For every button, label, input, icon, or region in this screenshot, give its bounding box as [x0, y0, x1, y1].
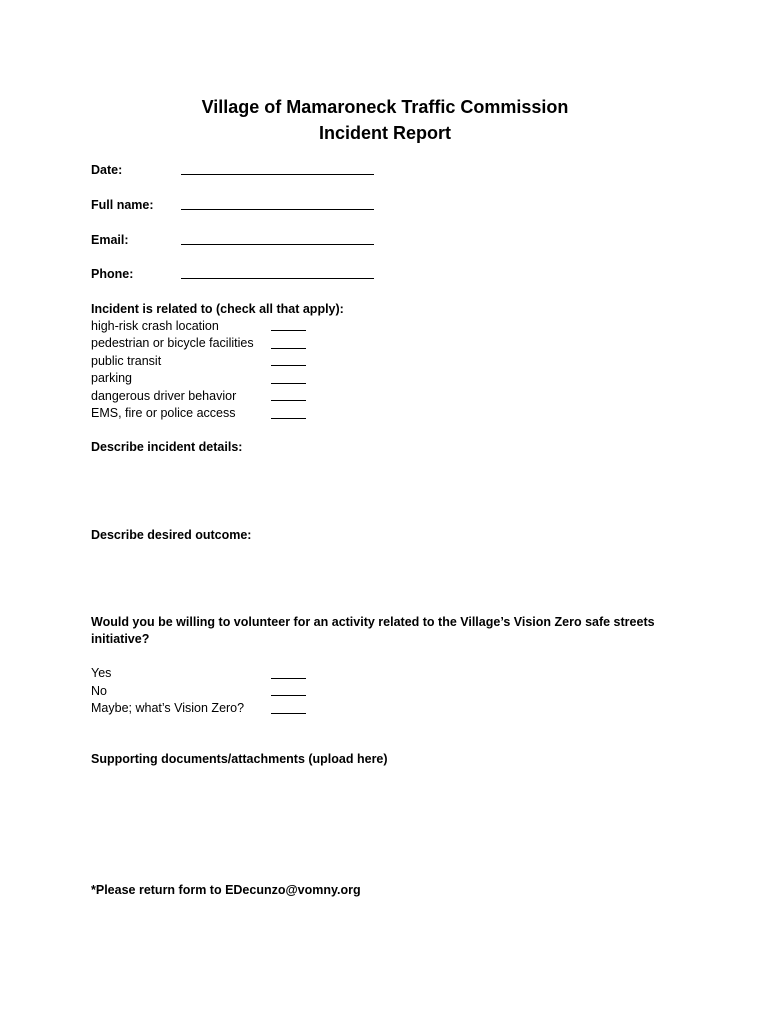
incident-option-dangerous-driver: dangerous driver behavior — [91, 389, 237, 403]
describe-outcome-area[interactable] — [91, 546, 671, 612]
incident-check-high-risk-crash[interactable] — [271, 330, 306, 331]
incident-check-pedestrian-bicycle[interactable] — [271, 348, 306, 349]
incident-option-parking: parking — [91, 371, 132, 385]
phone-field[interactable] — [181, 278, 374, 279]
volunteer-check-yes[interactable] — [271, 678, 306, 679]
incident-option-pedestrian-bicycle: pedestrian or bicycle facilities — [91, 336, 254, 350]
attachments-upload-area[interactable] — [91, 770, 671, 870]
incident-heading: Incident is related to (check all that apply): — [91, 302, 344, 316]
incident-option-high-risk-crash: high-risk crash location — [91, 319, 219, 333]
form-subtitle: Incident Report — [318, 123, 451, 143]
describe-incident-label: Describe incident details: — [91, 440, 243, 454]
date-field[interactable] — [181, 174, 374, 175]
phone-label: Phone: — [91, 267, 134, 281]
volunteer-check-maybe[interactable] — [271, 713, 306, 714]
attachments-label: Supporting documents/attachments (upload here) — [91, 752, 388, 766]
incident-option-ems-access: EMS, fire or police access — [91, 406, 236, 420]
describe-incident-area[interactable] — [91, 458, 671, 524]
incident-check-ems-access[interactable] — [271, 418, 306, 419]
full-name-field[interactable] — [181, 209, 374, 210]
volunteer-option-yes: Yes — [91, 666, 112, 680]
email-label: Email: — [91, 233, 129, 247]
describe-outcome-label: Describe desired outcome: — [91, 528, 252, 542]
volunteer-option-no: No — [91, 684, 107, 698]
incident-check-public-transit[interactable] — [271, 365, 306, 366]
return-instructions: *Please return form to EDecunzo@vomny.org — [91, 883, 361, 897]
full-name-label: Full name: — [91, 198, 154, 212]
incident-check-parking[interactable] — [271, 383, 306, 384]
form-title: Village of Mamaroneck Traffic Commission — [201, 97, 569, 117]
date-label: Date: — [91, 163, 123, 177]
volunteer-option-maybe: Maybe; what’s Vision Zero? — [91, 701, 245, 715]
volunteer-question: Would you be willing to volunteer for an activity related to the Village’s Vision Zero safe streets initiative? — [91, 615, 655, 646]
email-field[interactable] — [181, 244, 374, 245]
volunteer-check-no[interactable] — [271, 695, 306, 696]
incident-check-dangerous-driver[interactable] — [271, 400, 306, 401]
incident-option-public-transit: public transit — [91, 354, 162, 368]
